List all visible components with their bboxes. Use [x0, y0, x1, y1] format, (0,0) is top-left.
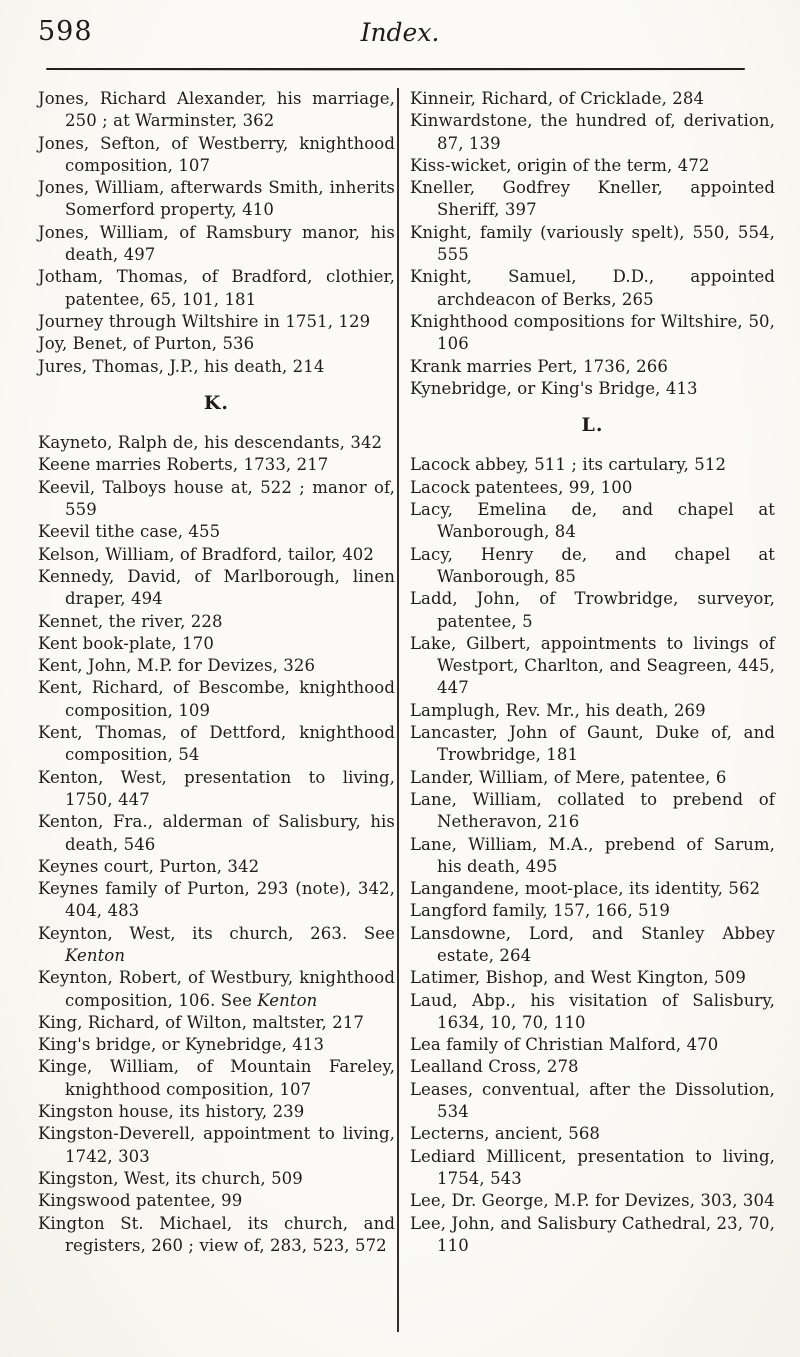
entry-text: Ladd, John, of Trowbridge, surveyor, patentee, 5	[410, 589, 775, 631]
index-entry	[410, 1123, 775, 1145]
entry-text: Jones, William, afterwards Smith, inherits Somerford property, 410	[38, 178, 395, 220]
entry-text: Knighthood compositions for Wiltshire, 50, 106	[410, 311, 775, 354]
index-entry	[38, 133, 395, 178]
index-entry	[38, 878, 395, 923]
index-entry	[38, 856, 395, 878]
entry-text: Kinwardstone, the hundred of, derivation, 87, 139	[410, 111, 775, 153]
index-entry	[410, 1213, 775, 1258]
entry-text: Lee, Dr. George, M.P. for Devizes, 303, 304	[410, 1191, 775, 1211]
entry-text: Keevil, Talboys house at, 522 ; manor of, 559	[38, 477, 395, 520]
index-entry	[38, 333, 395, 355]
index-entry	[410, 923, 775, 968]
index-entry	[38, 544, 395, 566]
entry-text: Langandene, moot-place, its identity, 562	[410, 879, 761, 899]
entry-text: Lander, William, of Mere, patentee, 6	[410, 767, 727, 787]
entry-text: Lansdowne, Lord, and Stanley Abbey estate, 264	[410, 923, 775, 965]
index-entry	[38, 923, 395, 968]
index-entry	[38, 1034, 395, 1056]
index-entry	[410, 1034, 775, 1056]
entry-text: Kent book-plate, 170	[38, 633, 214, 653]
entry-text: Kennet, the river, 228	[38, 611, 223, 631]
entry-text: Knight, Samuel, D.D., appointed archdeacon of Berks, 265	[410, 267, 775, 309]
right-column	[410, 88, 775, 1257]
index-entry	[410, 477, 775, 499]
index-entry	[38, 767, 395, 812]
entry-text: Keevil tithe case, 455	[38, 522, 221, 542]
index-entry	[38, 1213, 395, 1258]
entry-text: Kenton, Fra., alderman of Salisbury, his death, 546	[38, 812, 395, 854]
entry-text: Kelson, William, of Bradford, tailor, 402	[38, 544, 374, 564]
index-entry	[38, 677, 395, 722]
index-entry	[410, 544, 775, 589]
cross-reference-italic: Kenton	[65, 945, 126, 965]
index-entry	[410, 454, 775, 476]
entry-text: Lea family of Christian Malford, 470	[410, 1035, 719, 1055]
entry-text: King, Richard, of Wilton, maltster, 217	[38, 1012, 365, 1032]
index-entry	[410, 789, 775, 834]
entry-text: Journey through Wiltshire in 1751, 129	[38, 311, 371, 331]
entry-text: Keene marries Roberts, 1733, 217	[38, 455, 329, 475]
index-entry	[38, 633, 395, 655]
index-entry	[38, 477, 395, 522]
entry-text: Kent, Richard, of Bescombe, knighthood composition, 109	[38, 678, 395, 720]
index-entry	[410, 700, 775, 722]
entry-text: Kent, John, M.P. for Devizes, 326	[38, 656, 316, 676]
index-entry	[410, 878, 775, 900]
entry-text: Lake, Gilbert, appointments to livings of Westport, Charlton, and Seagreen, 445, 447	[410, 633, 775, 698]
index-entry	[38, 1056, 395, 1101]
entry-text: Kneller, Godfrey Kneller, appointed Sheriff, 397	[410, 178, 775, 220]
index-entry	[410, 588, 775, 633]
column-divider	[397, 88, 399, 1332]
index-entry	[38, 655, 395, 677]
index-entry	[38, 222, 395, 267]
entry-text: Kington St. Michael, its church, and registers, 260 ; view of, 283, 523, 572	[38, 1213, 395, 1255]
index-entry	[410, 378, 775, 400]
index-entry	[38, 266, 395, 311]
entry-text: Joy, Benet, of Purton, 536	[38, 334, 255, 354]
entry-text: Kayneto, Ralph de, his descendants, 342	[38, 433, 383, 453]
entry-text: Kenton, West, presentation to living, 1750, 447	[38, 767, 395, 809]
entry-text: Kiss-wicket, origin of the term, 472	[410, 155, 710, 175]
index-entry	[410, 88, 775, 110]
index-entry	[410, 177, 775, 222]
entry-text: Leases, conventual, after the Dissolution, 534	[410, 1079, 775, 1122]
entry-text: Lecterns, ancient, 568	[410, 1124, 601, 1144]
index-entry	[410, 722, 775, 767]
entry-text: Keynton, West, its church, 263. See	[38, 923, 395, 943]
index-entry	[410, 633, 775, 700]
page-title: Index.	[360, 18, 440, 47]
index-entry	[38, 1101, 395, 1123]
entry-text: Jones, William, of Ramsbury manor, his death, 497	[38, 222, 395, 265]
index-entry	[38, 1190, 395, 1212]
index-entry	[38, 566, 395, 611]
index-entry	[38, 432, 395, 454]
index-entry	[38, 1012, 395, 1034]
entry-text: Jones, Richard Alexander, his marriage, 250 ; at Warminster, 362	[38, 89, 395, 131]
entry-text: Kennedy, David, of Marlborough, linen draper, 494	[38, 566, 395, 609]
index-entry	[38, 1123, 395, 1168]
index-entry	[410, 834, 775, 879]
index-entry	[38, 88, 395, 133]
index-entry	[410, 266, 775, 311]
cross-reference-italic: Kenton	[257, 990, 318, 1010]
entry-text: Lancaster, John of Gaunt, Duke of, and Trowbridge, 181	[410, 723, 775, 765]
entry-text: Lane, William, collated to prebend of Netheravon, 216	[410, 789, 775, 832]
index-entry	[410, 155, 775, 177]
header-rule	[46, 68, 745, 70]
index-entry	[410, 1146, 775, 1191]
entry-text: Lane, William, M.A., prebend of Sarum, his death, 495	[410, 834, 775, 876]
entry-text: Kynebridge, or King's Bridge, 413	[410, 378, 698, 398]
index-entry	[38, 311, 395, 333]
entry-text: Jures, Thomas, J.P., his death, 214	[38, 356, 325, 376]
entry-text: Lealland Cross, 278	[410, 1057, 579, 1077]
index-entry	[38, 811, 395, 856]
index-entry	[38, 177, 395, 222]
index-entry	[410, 767, 775, 789]
entry-text: Kingston house, its history, 239	[38, 1102, 305, 1122]
index-entry	[410, 356, 775, 378]
entry-text: Kent, Thomas, of Dettford, knighthood composition, 54	[38, 723, 395, 765]
index-entry	[410, 1079, 775, 1124]
index-entry	[38, 521, 395, 543]
index-entry	[38, 722, 395, 767]
entry-text: Lamplugh, Rev. Mr., his death, 269	[410, 700, 706, 720]
entry-text: Langford family, 157, 166, 519	[410, 901, 670, 921]
index-entry	[410, 1056, 775, 1078]
entry-text: Kingston-Deverell, appointment to living, 1742, 303	[38, 1124, 395, 1166]
index-entry	[38, 454, 395, 476]
index-entry	[410, 990, 775, 1035]
entry-text: King's bridge, or Kynebridge, 413	[38, 1035, 325, 1055]
index-entry	[38, 967, 395, 1012]
entry-text: Jotham, Thomas, of Bradford, clothier, patentee, 65, 101, 181	[38, 267, 395, 309]
entry-text: Lediard Millicent, presentation to living, 1754, 543	[410, 1146, 775, 1188]
left-column	[38, 88, 395, 1257]
entry-text: Kingswood patentee, 99	[38, 1191, 243, 1211]
entry-text: Laud, Abp., his visitation of Salisbury, 1634, 10, 70, 110	[410, 990, 775, 1032]
section-heading: K.	[203, 391, 230, 414]
entry-text: Jones, Sefton, of Westberry, knighthood composition, 107	[38, 133, 395, 175]
section-heading: L.	[581, 414, 604, 437]
index-entry	[410, 311, 775, 356]
entry-text: Kingston, West, its church, 509	[38, 1168, 303, 1188]
index-entry	[38, 611, 395, 633]
entry-text: Lacy, Henry de, and chapel at Wanborough, 85	[410, 544, 775, 586]
index-entry	[410, 967, 775, 989]
entry-text: Lee, John, and Salisbury Cathedral, 23, 70, 110	[410, 1213, 775, 1255]
index-entry	[38, 1168, 395, 1190]
index-entry	[410, 499, 775, 544]
index-entry	[410, 1190, 775, 1212]
entry-text: Keynes family of Purton, 293 (note), 342, 404, 483	[38, 879, 395, 921]
entry-text: Knight, family (variously spelt), 550, 554, 555	[410, 222, 775, 265]
index-entry	[410, 222, 775, 267]
entry-text: Keynes court, Purton, 342	[38, 856, 260, 876]
index-entry	[38, 356, 395, 378]
page-number: 598	[38, 16, 93, 47]
entry-text: Krank marries Pert, 1736, 266	[410, 356, 668, 376]
entry-text: Kinneir, Richard, of Cricklade, 284	[410, 89, 705, 108]
entry-text: Keynton, Robert, of Westbury, knighthood composition, 106. See	[38, 968, 395, 1010]
entry-text: Lacock abbey, 511 ; its cartulary, 512	[410, 455, 727, 475]
entry-text: Latimer, Bishop, and West Kington, 509	[410, 968, 746, 988]
entry-text: Lacock patentees, 99, 100	[410, 477, 633, 497]
index-entry	[410, 900, 775, 922]
entry-text: Lacy, Emelina de, and chapel at Wanborough, 84	[410, 500, 775, 542]
index-entry	[410, 110, 775, 155]
entry-text: Kinge, William, of Mountain Fareley, knighthood composition, 107	[38, 1057, 395, 1099]
